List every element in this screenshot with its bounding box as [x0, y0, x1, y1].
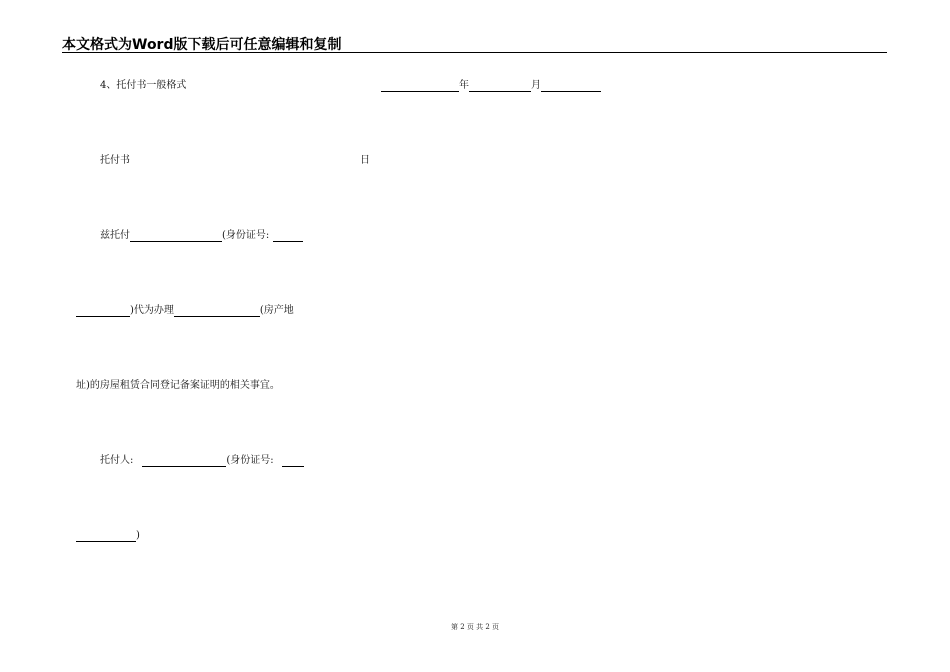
p1-suffix: (身份证号:: [222, 230, 270, 241]
day-label: 日: [360, 155, 370, 166]
paragraph-1: [100, 230, 303, 242]
p2-mid: )代为办理: [130, 305, 174, 316]
document-header-title: 本文格式为Word版下载后可任意编辑和复制: [62, 37, 342, 53]
p5-suffix: ): [136, 530, 140, 541]
paragraph-4: [100, 455, 304, 467]
year-label: 年: [459, 80, 469, 91]
date-line: [381, 80, 601, 92]
month-blank: [469, 81, 531, 92]
matter-blank: [174, 306, 260, 317]
p2-suffix: (房产地: [259, 305, 294, 316]
year-blank: [381, 81, 459, 92]
principal-id-blank-end: [76, 531, 136, 542]
letter-title: 托付书: [100, 155, 130, 166]
p1-prefix: 兹托付: [100, 230, 130, 241]
principal-id-blank-start: [282, 456, 304, 467]
trustee-id-blank-end: [76, 306, 130, 317]
p4-suffix: (身份证号:: [226, 455, 274, 466]
header-divider: [62, 52, 887, 53]
section-heading: 4、托付书一般格式: [100, 80, 187, 91]
month-label: 月: [531, 80, 541, 91]
trustee-id-blank-start: [273, 231, 303, 242]
principal-name-blank: [142, 456, 226, 467]
trustee-name-blank: [130, 231, 222, 242]
paragraph-3: 址)的房屋租赁合同登记备案证明的相关事宜。: [76, 380, 280, 391]
paragraph-5: [76, 530, 140, 542]
paragraph-2: [76, 305, 294, 317]
p4-prefix: 托付人:: [100, 455, 134, 466]
page-footer: 第 2 页 共 2 页: [450, 623, 500, 631]
day-blank: [541, 81, 601, 92]
